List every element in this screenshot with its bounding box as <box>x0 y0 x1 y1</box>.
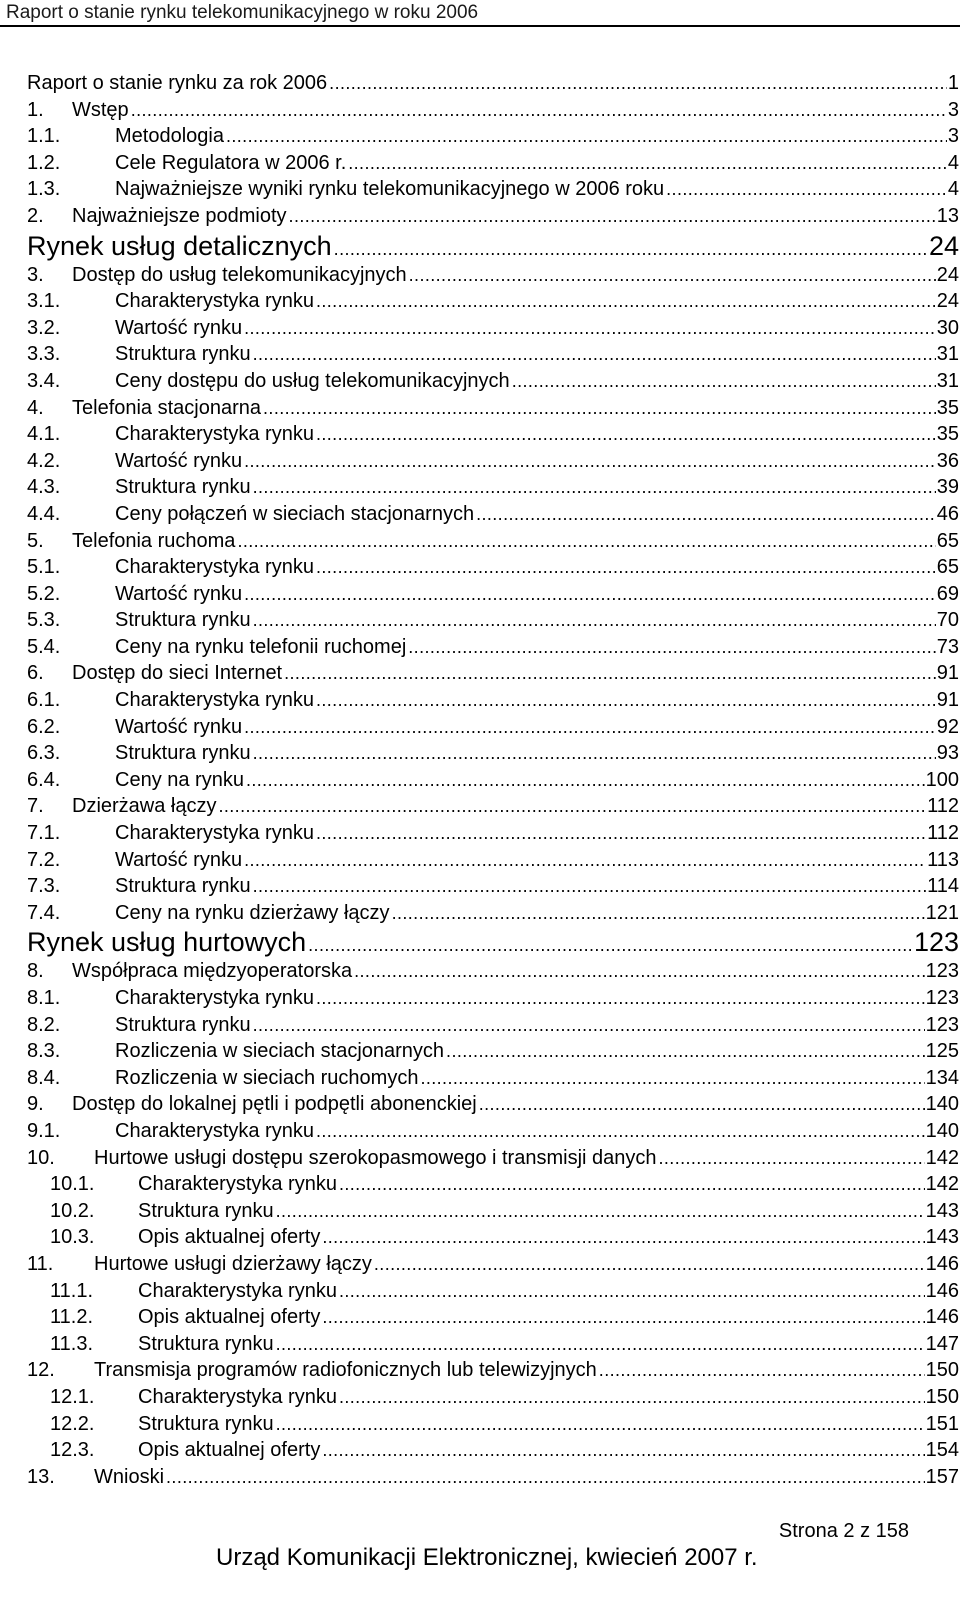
toc-entry[interactable] <box>27 767 959 794</box>
toc-leader-dots <box>244 448 936 475</box>
toc-entry-number: 1.3. <box>27 178 61 201</box>
toc-leader-dots <box>316 1118 925 1145</box>
toc-entry-number: 13. <box>27 1465 55 1488</box>
toc-entry-page: 3 <box>947 125 959 148</box>
toc-entry[interactable] <box>27 262 959 289</box>
toc-entry-title: Struktura rynku <box>138 1332 274 1355</box>
toc-entry-title: Ceny dostępu do usług telekomunikacyjnych <box>115 369 510 392</box>
toc-leader-dots <box>244 315 936 342</box>
toc-leader-dots <box>289 203 936 230</box>
toc-leader-dots <box>276 1198 925 1225</box>
toc-entry-page: 134 <box>925 1066 959 1089</box>
toc-entry-title: Najważniejsze podmioty <box>72 204 287 227</box>
toc-entry-title: Dzierżawa łączy <box>72 795 217 818</box>
toc-leader-dots <box>276 1411 925 1438</box>
toc-leader-dots <box>253 607 936 634</box>
toc-leader-dots <box>316 288 936 315</box>
toc-entry-page: 140 <box>925 1093 959 1116</box>
toc-leader-dots <box>253 341 936 368</box>
toc-entry-page: 123 <box>925 960 959 983</box>
toc-entry[interactable] <box>27 1357 959 1384</box>
toc-entry-title: Dostęp do usług telekomunikacyjnych <box>72 263 407 286</box>
toc-entry-page: 150 <box>925 1359 959 1382</box>
toc-entry[interactable] <box>27 958 959 985</box>
toc-entry-number: 11.1. <box>50 1279 93 1302</box>
toc-entry-number: 10.3. <box>50 1226 95 1249</box>
toc-entry-number: 6.3. <box>27 742 61 765</box>
toc-leader-dots <box>226 123 947 150</box>
toc-entry[interactable] <box>27 1251 959 1278</box>
toc-entry-number: 7.4. <box>27 901 61 924</box>
toc-entry-title: Struktura rynku <box>115 875 251 898</box>
toc-entry-number: 6.2. <box>27 715 61 738</box>
toc-entry-page: 125 <box>925 1040 959 1063</box>
toc-leader-dots <box>316 820 926 847</box>
toc-entry-title: Raport o stanie rynku za rok 2006 <box>27 72 328 94</box>
toc-entry-title: Charakterystyka rynku <box>138 1385 337 1408</box>
toc-leader-dots <box>246 767 925 794</box>
toc-entry-number: 8.1. <box>27 987 61 1009</box>
toc-entry-title: Najważniejsze wyniki rynku telekomunikacyjnego w 2006 roku <box>115 178 665 201</box>
toc-entry-title: Rynek usług detalicznych <box>27 230 332 261</box>
toc-entry-title: Wartość rynku <box>115 449 243 472</box>
toc-leader-dots <box>316 421 936 448</box>
toc-entry-title: Hurtowe usługi dzierżawy łączy <box>94 1252 372 1275</box>
toc-entry-number: 12.2. <box>50 1412 95 1435</box>
toc-leader-dots <box>253 1012 925 1039</box>
toc-entry-title: Rozliczenia w sieciach stacjonarnych <box>115 1040 445 1063</box>
toc-entry-title: Dostęp do lokalnej pętli i podpętli abonenckiej <box>72 1093 477 1116</box>
toc-entry-number: 12.3. <box>50 1439 95 1462</box>
toc-entry-page: 35 <box>936 396 959 419</box>
toc-entry[interactable] <box>27 176 959 203</box>
toc-entry-page: 1 <box>947 72 959 94</box>
toc-entry[interactable] <box>27 740 959 767</box>
toc-part-heading[interactable] <box>27 926 959 958</box>
toc-leader-dots <box>308 929 913 958</box>
toc-entry-page: 123 <box>925 1013 959 1036</box>
toc-entry-number: 6.1. <box>27 689 61 712</box>
toc-leader-dots <box>166 1464 925 1491</box>
toc-leader-dots <box>420 1065 924 1092</box>
toc-leader-dots <box>322 1437 924 1464</box>
toc-entry-title: Cele Regulatora w 2006 r. <box>115 151 347 174</box>
toc-leader-dots <box>348 150 947 177</box>
toc-entry-number: 1. <box>27 98 44 121</box>
toc-leader-dots <box>237 528 935 555</box>
toc-entry-title: Charakterystyka rynku <box>115 822 314 845</box>
toc-entry-page: 114 <box>927 875 959 898</box>
toc-entry[interactable] <box>27 847 959 874</box>
toc-entry-number: 11. <box>27 1252 54 1275</box>
toc-entry-number: 4.4. <box>27 502 61 525</box>
toc-entry[interactable] <box>27 793 959 820</box>
toc-entry[interactable] <box>27 1224 959 1251</box>
toc-leader-dots <box>244 581 936 608</box>
toc-entry-number: 3.3. <box>27 343 61 366</box>
toc-leader-dots <box>316 687 936 714</box>
toc-entry-page: 113 <box>927 848 959 871</box>
toc-entry[interactable] <box>27 123 959 150</box>
toc-entry[interactable] <box>27 448 959 475</box>
toc-entry[interactable] <box>27 97 959 124</box>
toc-entry-page: 70 <box>936 609 959 632</box>
toc-entry-number: 3. <box>27 263 44 286</box>
toc-entry-number: 4.1. <box>27 423 61 446</box>
toc-entry-title: Charakterystyka rynku <box>115 423 314 446</box>
toc-entry-title: Współpraca międzyoperatorska <box>72 960 353 983</box>
toc-entry-title: Opis aktualnej oferty <box>138 1226 321 1249</box>
toc-entry[interactable] <box>27 660 959 687</box>
toc-entry-number: 9. <box>27 1093 44 1116</box>
page-number: Strona 2 z 158 <box>778 1520 909 1542</box>
toc-entry-title: Wartość rynku <box>115 848 243 871</box>
toc-entry-page: 142 <box>925 1146 959 1169</box>
toc-entry-page: 91 <box>936 662 959 685</box>
toc-entry[interactable] <box>27 1384 959 1411</box>
toc-entry[interactable] <box>27 714 959 741</box>
toc-entry-number: 4.3. <box>27 476 61 499</box>
toc-entry-title: Ceny połączeń w sieciach stacjonarnych <box>115 502 475 525</box>
running-header-title: Raport o stanie rynku telekomunikacyjnego w roku 2006 <box>6 2 479 23</box>
toc-entry-number: 6. <box>27 662 44 685</box>
toc-entry-page: 146 <box>925 1306 959 1329</box>
toc-leader-dots <box>599 1357 925 1384</box>
toc-entry[interactable] <box>27 1065 959 1092</box>
toc-entry-title: Struktura rynku <box>115 609 251 632</box>
toc-entry-number: 3.4. <box>27 369 61 392</box>
toc-leader-dots <box>244 847 926 874</box>
toc-leader-dots <box>253 474 936 501</box>
toc-entry-page: 24 <box>936 290 959 313</box>
toc-entry-page: 24 <box>928 230 959 261</box>
toc-entry-page: 93 <box>936 742 959 765</box>
toc-entry-number: 4. <box>27 396 44 419</box>
toc-entry-page: 24 <box>936 263 959 286</box>
toc-entry[interactable] <box>27 554 959 581</box>
toc-entry-number: 7.3. <box>27 875 61 898</box>
toc-entry[interactable] <box>27 1198 959 1225</box>
toc-entry[interactable] <box>27 900 959 927</box>
toc-entry-page: 146 <box>925 1279 959 1302</box>
toc-entry-title: Wnioski <box>94 1465 165 1488</box>
toc-entry[interactable] <box>27 1464 959 1491</box>
toc-leader-dots <box>476 501 936 528</box>
toc-entry[interactable] <box>27 315 959 342</box>
toc-entry[interactable] <box>27 1171 959 1198</box>
toc-entry-number: 5.2. <box>27 582 61 605</box>
toc-leader-dots <box>253 740 936 767</box>
toc-entry-page: 143 <box>925 1199 959 1222</box>
toc-entry-title: Struktura rynku <box>138 1412 274 1435</box>
toc-entry-number: 7.2. <box>27 848 61 871</box>
toc-entry-page: 140 <box>925 1119 959 1142</box>
toc-entry[interactable] <box>27 1278 959 1305</box>
toc-entry-number: 10.2. <box>50 1199 95 1222</box>
toc-entry-page: 146 <box>925 1252 959 1275</box>
toc-entry-title: Charakterystyka rynku <box>138 1173 337 1196</box>
toc-leader-dots <box>659 1145 925 1172</box>
toc-entry-number: 5.4. <box>27 635 61 658</box>
toc-entry-page: 31 <box>936 343 959 366</box>
toc-entry-title: Wartość rynku <box>115 582 243 605</box>
toc-entry-page: 36 <box>936 449 959 472</box>
toc-entry-title: Dostęp do sieci Internet <box>72 662 283 685</box>
toc-entry[interactable] <box>27 873 959 900</box>
toc-entry-page: 69 <box>936 582 959 605</box>
toc-entry[interactable] <box>27 985 959 1012</box>
toc-entry-page: 73 <box>936 635 959 658</box>
toc-entry-number: 6.4. <box>27 768 61 791</box>
toc-entry-number: 5.3. <box>27 609 61 632</box>
toc-entry-page: 35 <box>936 423 959 446</box>
toc-entry-page: 31 <box>936 369 959 392</box>
toc-leader-dots <box>276 1331 925 1358</box>
toc-entry-page: 123 <box>925 987 959 1009</box>
toc-entry-page: 13 <box>936 204 959 227</box>
toc-entry-number: 10. <box>27 1146 55 1169</box>
toc-entry-title: Rozliczenia w sieciach ruchomych <box>115 1066 419 1089</box>
toc-leader-dots <box>666 176 947 203</box>
toc-entry-page: 4 <box>947 151 959 174</box>
toc-entry-number: 5.1. <box>27 556 61 579</box>
toc-entry[interactable] <box>27 820 959 847</box>
toc-entry-title: Charakterystyka rynku <box>115 689 314 712</box>
toc-entry-number: 9.1. <box>27 1119 61 1142</box>
toc-entry-title: Charakterystyka rynku <box>115 1119 314 1142</box>
toc-leader-dots <box>284 660 936 687</box>
toc-entry-page: 143 <box>925 1226 959 1249</box>
toc-leader-dots <box>409 262 936 289</box>
toc-entry-title: Ceny na rynku dzierżawy łączy <box>115 901 390 924</box>
toc-entry-number: 1.2. <box>27 151 61 174</box>
toc-entry-page: 112 <box>927 795 959 818</box>
toc-entry-page: 123 <box>913 927 959 958</box>
toc-entry-page: 142 <box>925 1173 959 1196</box>
toc-entry-title: Telefonia ruchoma <box>72 529 236 552</box>
toc-leader-dots <box>131 97 947 124</box>
toc-entry[interactable] <box>27 1012 959 1039</box>
toc-entry[interactable] <box>27 687 959 714</box>
toc-entry-page: 100 <box>925 768 959 791</box>
toc-entry-title: Struktura rynku <box>138 1199 274 1222</box>
toc-entry-title: Wstęp <box>72 98 129 121</box>
toc-entry-page: 65 <box>936 529 959 552</box>
toc-entry[interactable] <box>27 368 959 395</box>
toc-leader-dots <box>329 70 947 97</box>
toc-entry[interactable] <box>27 581 959 608</box>
toc-entry-page: 150 <box>925 1385 959 1408</box>
toc-entry-title: Charakterystyka rynku <box>115 556 314 579</box>
toc-entry-page: 39 <box>936 476 959 499</box>
toc-entry-title: Charakterystyka rynku <box>115 987 314 1009</box>
toc-leader-dots <box>339 1384 925 1411</box>
toc-leader-dots <box>322 1224 924 1251</box>
toc-entry[interactable] <box>27 421 959 448</box>
running-header <box>0 0 960 26</box>
toc-entry[interactable] <box>27 288 959 315</box>
toc-entry-title: Ceny na rynku <box>115 768 244 791</box>
toc-entry-page: 3 <box>947 98 959 121</box>
toc-entry-title: Opis aktualnej oferty <box>138 1439 321 1462</box>
toc-entry[interactable] <box>27 528 959 555</box>
toc-entry-page: 147 <box>925 1332 959 1355</box>
toc-leader-dots <box>339 1278 925 1305</box>
toc-part-heading[interactable] <box>27 230 959 262</box>
toc-entry[interactable] <box>27 634 959 661</box>
toc-entry-title: Ceny na rynku telefonii ruchomej <box>115 635 407 658</box>
toc-entry-page: 91 <box>936 689 959 712</box>
toc-entry-page: 4 <box>947 178 959 201</box>
toc-entry-number: 7. <box>27 795 44 818</box>
toc-entry-title: Hurtowe usługi dostępu szerokopasmowego i transmisji danych <box>94 1146 657 1169</box>
toc-entry-page: 112 <box>927 822 959 845</box>
toc-entry-page: 92 <box>936 715 959 738</box>
toc-entry[interactable] <box>27 203 959 230</box>
toc-entry[interactable] <box>27 1091 959 1118</box>
toc-entry-title: Rynek usług hurtowych <box>27 927 307 958</box>
toc-leader-dots <box>263 395 936 422</box>
toc-leader-dots <box>218 793 926 820</box>
toc-entry-number: 8.4. <box>27 1066 61 1089</box>
toc-leader-dots <box>374 1251 925 1278</box>
toc-entry-page: 65 <box>936 556 959 579</box>
toc-leader-dots <box>253 873 927 900</box>
toc-entry-title: Opis aktualnej oferty <box>138 1306 321 1329</box>
toc-leader-dots <box>512 368 936 395</box>
toc-entry-title: Charakterystyka rynku <box>115 290 314 313</box>
toc-entry-title: Metodologia <box>115 125 224 148</box>
toc-entry-title: Wartość rynku <box>115 316 243 339</box>
toc-entry-number: 11.2. <box>50 1306 93 1329</box>
toc-leader-dots <box>408 634 935 661</box>
toc-leader-dots <box>392 900 925 927</box>
toc-leader-dots <box>244 714 936 741</box>
toc-entry-number: 8. <box>27 960 44 983</box>
toc-entry-number: 12.1. <box>50 1385 95 1408</box>
toc-leader-dots <box>316 985 925 1012</box>
toc-entry[interactable] <box>27 1038 959 1065</box>
toc-entry-number: 5. <box>27 529 44 552</box>
toc-entry[interactable] <box>27 1437 959 1464</box>
table-of-contents <box>27 70 959 1490</box>
toc-entry-number: 3.1. <box>27 290 61 313</box>
toc-entry[interactable] <box>27 1411 959 1438</box>
toc-entry[interactable] <box>27 395 959 422</box>
toc-entry-title: Struktura rynku <box>115 1013 251 1036</box>
toc-entry-page: 154 <box>925 1439 959 1462</box>
toc-entry-title: Struktura rynku <box>115 742 251 765</box>
toc-entry-number: 3.2. <box>27 316 61 339</box>
toc-entry-title: Telefonia stacjonarna <box>72 396 262 419</box>
toc-entry[interactable] <box>27 501 959 528</box>
toc-leader-dots <box>334 233 928 262</box>
toc-entry[interactable] <box>27 474 959 501</box>
toc-entry[interactable] <box>27 150 959 177</box>
toc-leader-dots <box>479 1091 925 1118</box>
toc-entry[interactable] <box>27 1331 959 1358</box>
toc-entry[interactable] <box>27 1118 959 1145</box>
toc-leader-dots <box>316 554 936 581</box>
toc-entry-title: Transmisja programów radiofonicznych lub telewizyjnych <box>94 1359 597 1382</box>
toc-entry-number: 2. <box>27 204 44 227</box>
toc-entry[interactable] <box>27 607 959 634</box>
toc-entry-title: Wartość rynku <box>115 715 243 738</box>
toc-leader-dots <box>354 958 925 985</box>
toc-entry-number: 10.1. <box>50 1173 95 1196</box>
toc-entry-title: Struktura rynku <box>115 476 251 499</box>
toc-entry-number: 4.2. <box>27 449 61 472</box>
toc-entry[interactable] <box>27 1304 959 1331</box>
toc-entry-number: 7.1. <box>27 822 61 845</box>
toc-entry-number: 1.1. <box>27 125 61 148</box>
toc-leader-dots <box>339 1171 925 1198</box>
footer-organization: Urząd Komunikacji Elektronicznej, kwiecień 2007 r. <box>216 1544 758 1571</box>
toc-entry-page: 46 <box>936 502 959 525</box>
toc-entry-page: 157 <box>925 1465 959 1488</box>
toc-entry-number: 12. <box>27 1359 55 1382</box>
toc-entry-page: 30 <box>936 316 959 339</box>
toc-entry-title: Charakterystyka rynku <box>138 1279 337 1302</box>
toc-leader-dots <box>322 1304 924 1331</box>
toc-entry-number: 8.3. <box>27 1040 61 1063</box>
toc-entry-page: 121 <box>925 901 959 924</box>
toc-leader-dots <box>446 1038 925 1065</box>
toc-entry[interactable] <box>27 341 959 368</box>
toc-entry-number: 11.3. <box>50 1332 93 1355</box>
toc-entry-title: Struktura rynku <box>115 343 251 366</box>
toc-entry[interactable] <box>27 1145 959 1172</box>
toc-entry-page: 151 <box>925 1412 959 1435</box>
header-divider <box>0 25 960 27</box>
toc-entry[interactable] <box>27 70 959 97</box>
toc-entry-number: 8.2. <box>27 1013 61 1036</box>
